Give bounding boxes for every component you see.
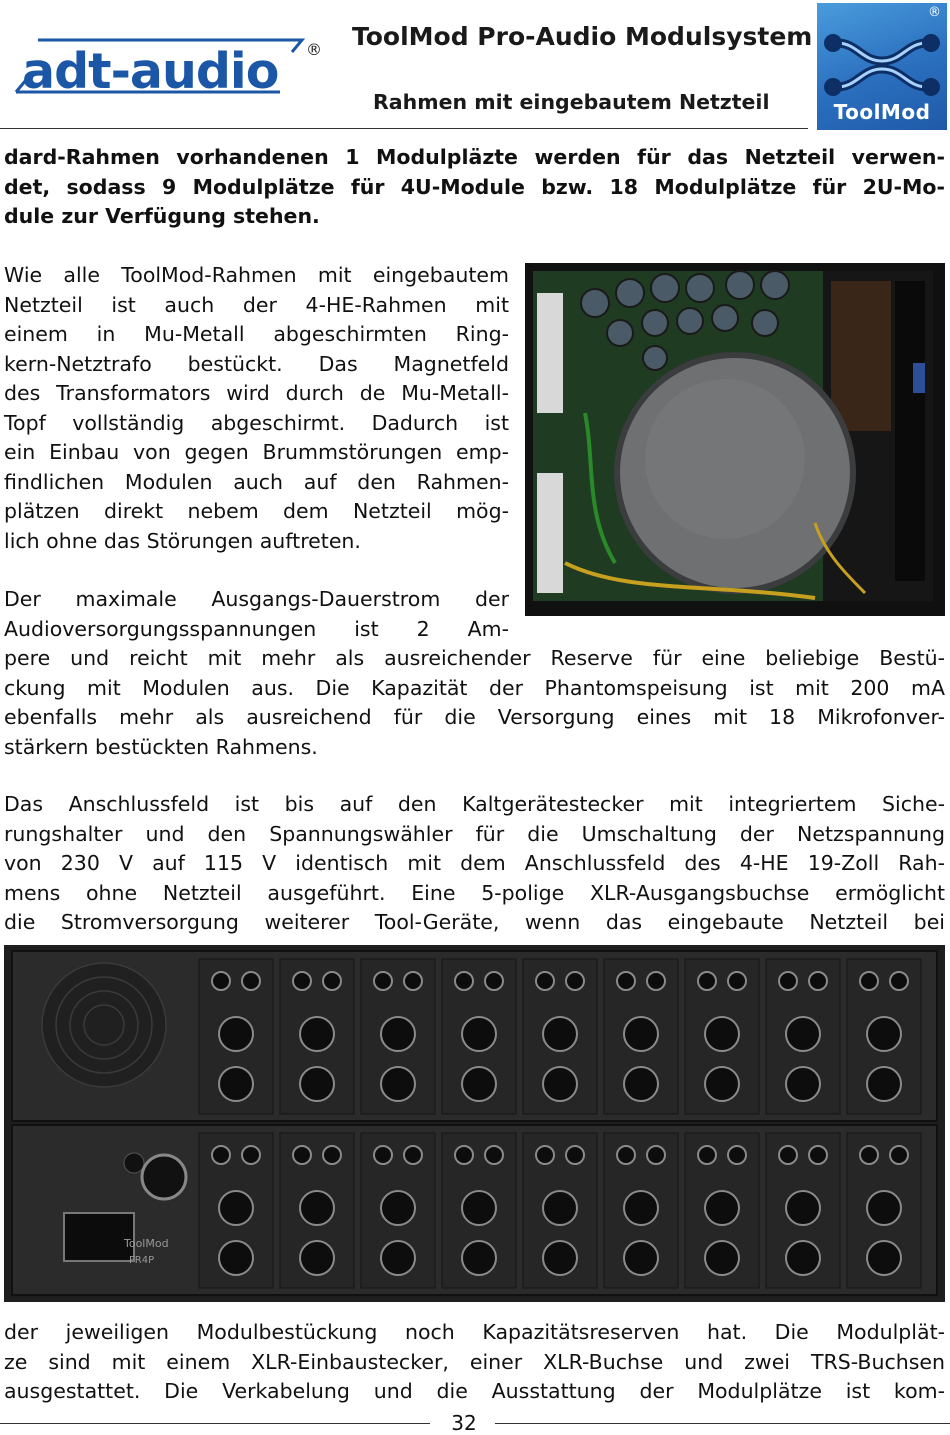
text-line: Wie alle ToolMod-Rahmen mit eingebautem: [4, 263, 509, 287]
text-line: ckung mit Modulen aus. Die Kapazität der Phantomspeisung ist mit 200 mA: [4, 675, 945, 700]
text-line: Das Anschlussfeld ist bis auf den Kaltgerätestecker mit integriertem Siche-: [4, 792, 945, 816]
module-slot: [280, 959, 354, 1114]
photo-rear-panels: [4, 945, 945, 1302]
module-slot: [199, 1133, 273, 1288]
text-line: pere und reicht mit mehr als ausreichender Reserve für eine beliebige Bestü-: [4, 646, 945, 670]
text-line: des Transformators wird durch de Mu-Metall-: [4, 381, 509, 405]
footer-divider-right: [495, 1423, 950, 1424]
text-line: ze sind mit einem XLR-Einbaustecker, einer XLR-Buchse und zwei TRS-Buchsen: [4, 1349, 945, 1374]
text-line: der jeweiligen Modulbestückung noch Kapazitätsreserven hat. Die Modulplät-: [4, 1320, 945, 1344]
text-line: Netzteil ist auch der 4-HE-Rahmen mit: [4, 292, 509, 317]
text-line: dule zur Verfügung stehen.: [4, 204, 320, 228]
text-line: ein Einbau von gegen Brummstörungen emp-: [4, 440, 509, 464]
module-slot: [199, 959, 273, 1114]
paragraph-connection-panel: [4, 790, 945, 938]
module-slot: [442, 1133, 516, 1288]
paragraph-intro: [4, 143, 945, 232]
paragraph-transformer: [4, 261, 509, 556]
text-line: dard-Rahmen vorhandenen 1 Modulpläzte werden für das Netzteil verwen-: [4, 145, 945, 169]
toolmod-badge-logo: [817, 3, 947, 130]
module-slot: [847, 1133, 921, 1288]
header-title: ToolMod Pro-Audio Modulsystem: [352, 22, 813, 51]
module-slot: [685, 1133, 759, 1288]
module-slot: [523, 1133, 597, 1288]
toolmod-registered-mark: ®: [928, 5, 941, 20]
header-divider: [0, 128, 808, 129]
text-line: plätzen direkt nebem dem Netzteil mög-: [4, 499, 509, 523]
footer-divider-left: [0, 1423, 430, 1424]
page-number: 32: [451, 1411, 477, 1435]
header-subtitle: Rahmen mit eingebautem Netzteil: [373, 90, 770, 114]
module-slot: [523, 959, 597, 1114]
photo-frame-interior: [525, 263, 945, 616]
text-line: Der maximale Ausgangs-Dauerstrom der: [4, 587, 509, 611]
module-slot: [442, 959, 516, 1114]
text-line: findlichen Modulen auch auf den Rahmen-: [4, 469, 509, 494]
text-line: die Stromversorgung weiterer Tool-Geräte, wenn das eingebaute Netzteil bei: [4, 910, 945, 934]
text-line: mens ohne Netzteil ausgeführt. Eine 5-polige XLR-Ausgangsbuchse ermöglicht: [4, 880, 945, 905]
unit-model-label: FR4P: [129, 1255, 155, 1266]
module-slot: [361, 1133, 435, 1288]
logo-registered-mark: ®: [306, 40, 322, 59]
unit-brand-label: ToolMod: [124, 1237, 169, 1250]
text-line: ausgestattet. Die Verkabelung und die Ausstattung der Modulplätze ist kom-: [4, 1379, 945, 1403]
text-line: rungshalter und den Spannungswähler für die Umschaltung der Netzspannung: [4, 821, 945, 846]
logo-wordmark: adt-audio: [22, 43, 279, 100]
module-slot: [604, 959, 678, 1114]
text-line: stärkern bestückten Rahmens.: [4, 734, 318, 759]
module-slot: [847, 959, 921, 1114]
module-slot: [685, 959, 759, 1114]
text-line: Topf vollständig abgeschirmt. Dadurch ist: [4, 410, 509, 435]
text-line: lich ohne das Störungen auftreten.: [4, 528, 361, 553]
rear-panel-illustration: [4, 945, 945, 1302]
text-line: von 230 V auf 115 V identisch mit dem Anschlussfeld des 4-HE 19-Zoll Rah-: [4, 851, 945, 875]
text-line: Audioversorgungsspannungen ist 2 Am-: [4, 616, 509, 641]
paragraph-module-slots: [4, 1318, 945, 1407]
module-slot: [766, 959, 840, 1114]
adt-audio-logo: [10, 22, 322, 102]
text-line: ebenfalls mehr als ausreichend für die Versorgung eines mit 18 Mikrofonver-: [4, 705, 945, 729]
module-slot: [766, 1133, 840, 1288]
module-slot: [604, 1133, 678, 1288]
paragraph-output-current-a: [4, 585, 509, 644]
paragraph-output-current-b: [4, 644, 945, 762]
text-line: det, sodass 9 Modulplätze für 4U-Module bzw. 18 Modulplätze für 2U-Mo-: [4, 174, 945, 199]
module-slot: [280, 1133, 354, 1288]
text-line: einem in Mu-Metall abgeschirmten Ring-: [4, 322, 509, 346]
transformer-photo-illustration: [525, 263, 945, 616]
module-slot: [361, 959, 435, 1114]
toolmod-badge-text: ToolMod: [833, 100, 931, 124]
text-line: kern-Netztrafo bestückt. Das Magnetfeld: [4, 351, 509, 376]
